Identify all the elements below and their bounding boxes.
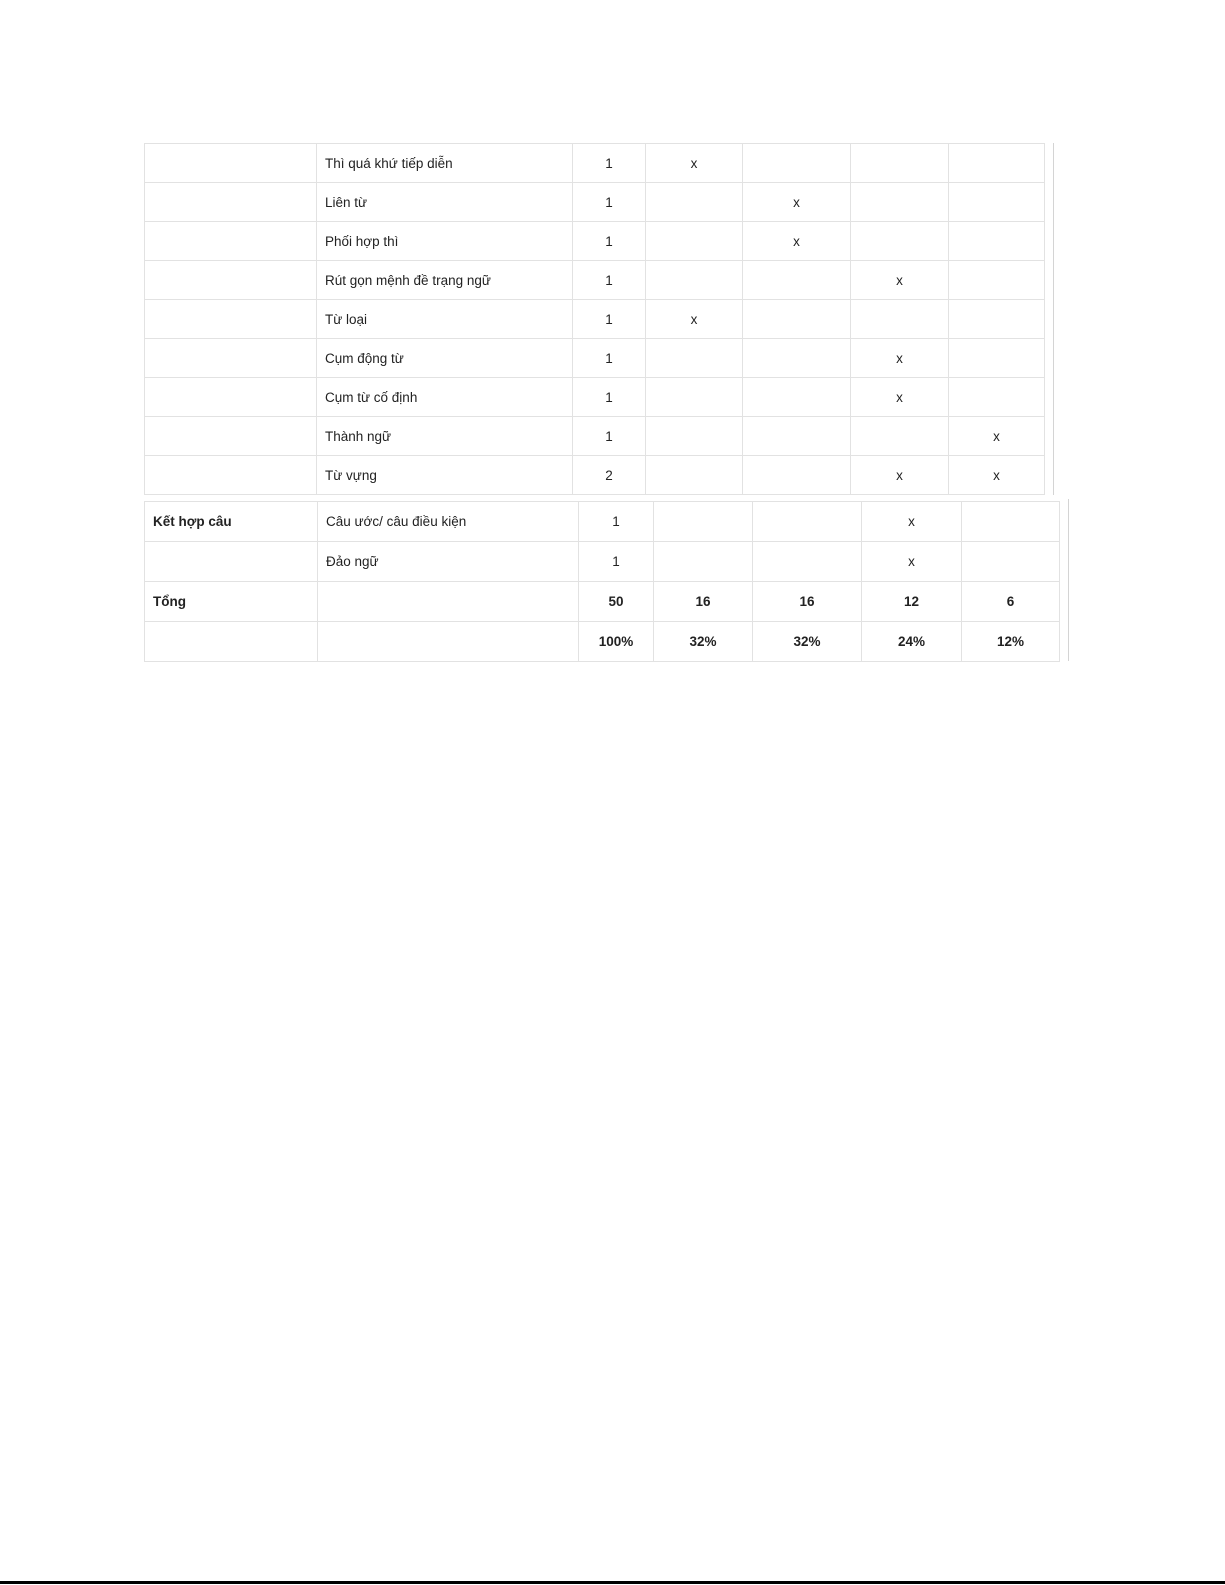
category-cell — [145, 222, 317, 261]
total-count-cell: 50 — [579, 582, 654, 622]
totals-label: Tổng — [145, 582, 318, 622]
level-cell — [753, 502, 862, 542]
topic-cell: Thành ngữ — [317, 417, 573, 456]
topic-cell: Từ vựng — [317, 456, 573, 495]
category-cell: Kết hợp câu — [145, 502, 318, 542]
matrix-table-lower — [144, 501, 1060, 662]
topic-cell: Liên từ — [317, 183, 573, 222]
totals-row — [145, 582, 1060, 622]
category-cell — [145, 542, 318, 582]
level-cell — [949, 183, 1045, 222]
percent-level-cell: 12% — [962, 622, 1060, 662]
table-edge-line — [1068, 499, 1069, 661]
total-level-cell: 12 — [862, 582, 962, 622]
topic-cell: Từ loại — [317, 300, 573, 339]
level-cell: x — [646, 300, 743, 339]
table-row — [145, 417, 1045, 456]
topic-cell: Cụm từ cố định — [317, 378, 573, 417]
category-cell — [145, 261, 317, 300]
category-cell — [145, 144, 317, 183]
table-row — [145, 261, 1045, 300]
level-cell — [851, 222, 949, 261]
level-cell — [962, 542, 1060, 582]
table-edge-line — [1053, 143, 1054, 495]
level-cell — [743, 144, 851, 183]
count-cell: 1 — [573, 300, 646, 339]
level-cell: x — [743, 183, 851, 222]
total-level-cell: 16 — [753, 582, 862, 622]
level-cell — [743, 261, 851, 300]
level-cell — [949, 261, 1045, 300]
table-row — [145, 502, 1060, 542]
count-cell: 1 — [579, 542, 654, 582]
level-cell — [743, 378, 851, 417]
category-cell — [145, 339, 317, 378]
table-row — [145, 144, 1045, 183]
empty-cell — [145, 622, 318, 662]
count-cell: 1 — [573, 417, 646, 456]
level-cell — [646, 222, 743, 261]
level-cell — [851, 300, 949, 339]
level-cell: x — [862, 502, 962, 542]
level-cell — [654, 542, 753, 582]
percent-count-cell: 100% — [579, 622, 654, 662]
level-cell — [962, 502, 1060, 542]
topic-cell: Câu ước/ câu điều kiện — [318, 502, 579, 542]
table-row — [145, 456, 1045, 495]
level-cell: x — [851, 378, 949, 417]
percent-level-cell: 24% — [862, 622, 962, 662]
level-cell — [646, 456, 743, 495]
level-cell: x — [851, 339, 949, 378]
level-cell — [646, 261, 743, 300]
level-cell — [654, 502, 753, 542]
table-body-lower — [145, 502, 1060, 662]
category-cell — [145, 183, 317, 222]
level-cell — [949, 378, 1045, 417]
percent-level-cell: 32% — [654, 622, 753, 662]
level-cell — [949, 300, 1045, 339]
matrix-table-upper — [144, 143, 1045, 495]
level-cell: x — [862, 542, 962, 582]
topic-cell: Đảo ngữ — [318, 542, 579, 582]
table-row — [145, 339, 1045, 378]
empty-cell — [318, 622, 579, 662]
level-cell — [743, 339, 851, 378]
level-cell — [743, 417, 851, 456]
total-level-cell: 6 — [962, 582, 1060, 622]
table-row — [145, 300, 1045, 339]
level-cell — [646, 339, 743, 378]
level-cell — [753, 542, 862, 582]
topic-cell: Rút gọn mệnh đề trạng ngữ — [317, 261, 573, 300]
category-cell — [145, 378, 317, 417]
table-body-upper — [145, 144, 1045, 495]
level-cell: x — [949, 417, 1045, 456]
level-cell: x — [743, 222, 851, 261]
level-cell — [949, 339, 1045, 378]
level-cell — [743, 456, 851, 495]
table-row — [145, 222, 1045, 261]
level-cell — [851, 417, 949, 456]
level-cell: x — [646, 144, 743, 183]
level-cell — [851, 183, 949, 222]
level-cell — [646, 378, 743, 417]
category-cell — [145, 456, 317, 495]
category-cell — [145, 417, 317, 456]
page-bottom-rule — [0, 1581, 1225, 1584]
table-row — [145, 183, 1045, 222]
level-cell — [646, 417, 743, 456]
topic-cell: Cụm động từ — [317, 339, 573, 378]
count-cell: 1 — [573, 144, 646, 183]
total-level-cell: 16 — [654, 582, 753, 622]
count-cell: 1 — [573, 261, 646, 300]
level-cell — [646, 183, 743, 222]
level-cell: x — [851, 456, 949, 495]
level-cell — [743, 300, 851, 339]
topic-cell: Phối hợp thì — [317, 222, 573, 261]
count-cell: 1 — [573, 339, 646, 378]
table-row — [145, 542, 1060, 582]
level-cell — [851, 144, 949, 183]
count-cell: 1 — [579, 502, 654, 542]
count-cell: 1 — [573, 378, 646, 417]
percentage-row — [145, 622, 1060, 662]
category-cell — [145, 300, 317, 339]
count-cell: 2 — [573, 456, 646, 495]
level-cell — [949, 144, 1045, 183]
empty-cell — [318, 582, 579, 622]
count-cell: 1 — [573, 222, 646, 261]
count-cell: 1 — [573, 183, 646, 222]
level-cell: x — [851, 261, 949, 300]
table-row — [145, 378, 1045, 417]
percent-level-cell: 32% — [753, 622, 862, 662]
level-cell: x — [949, 456, 1045, 495]
topic-cell: Thì quá khứ tiếp diễn — [317, 144, 573, 183]
level-cell — [949, 222, 1045, 261]
